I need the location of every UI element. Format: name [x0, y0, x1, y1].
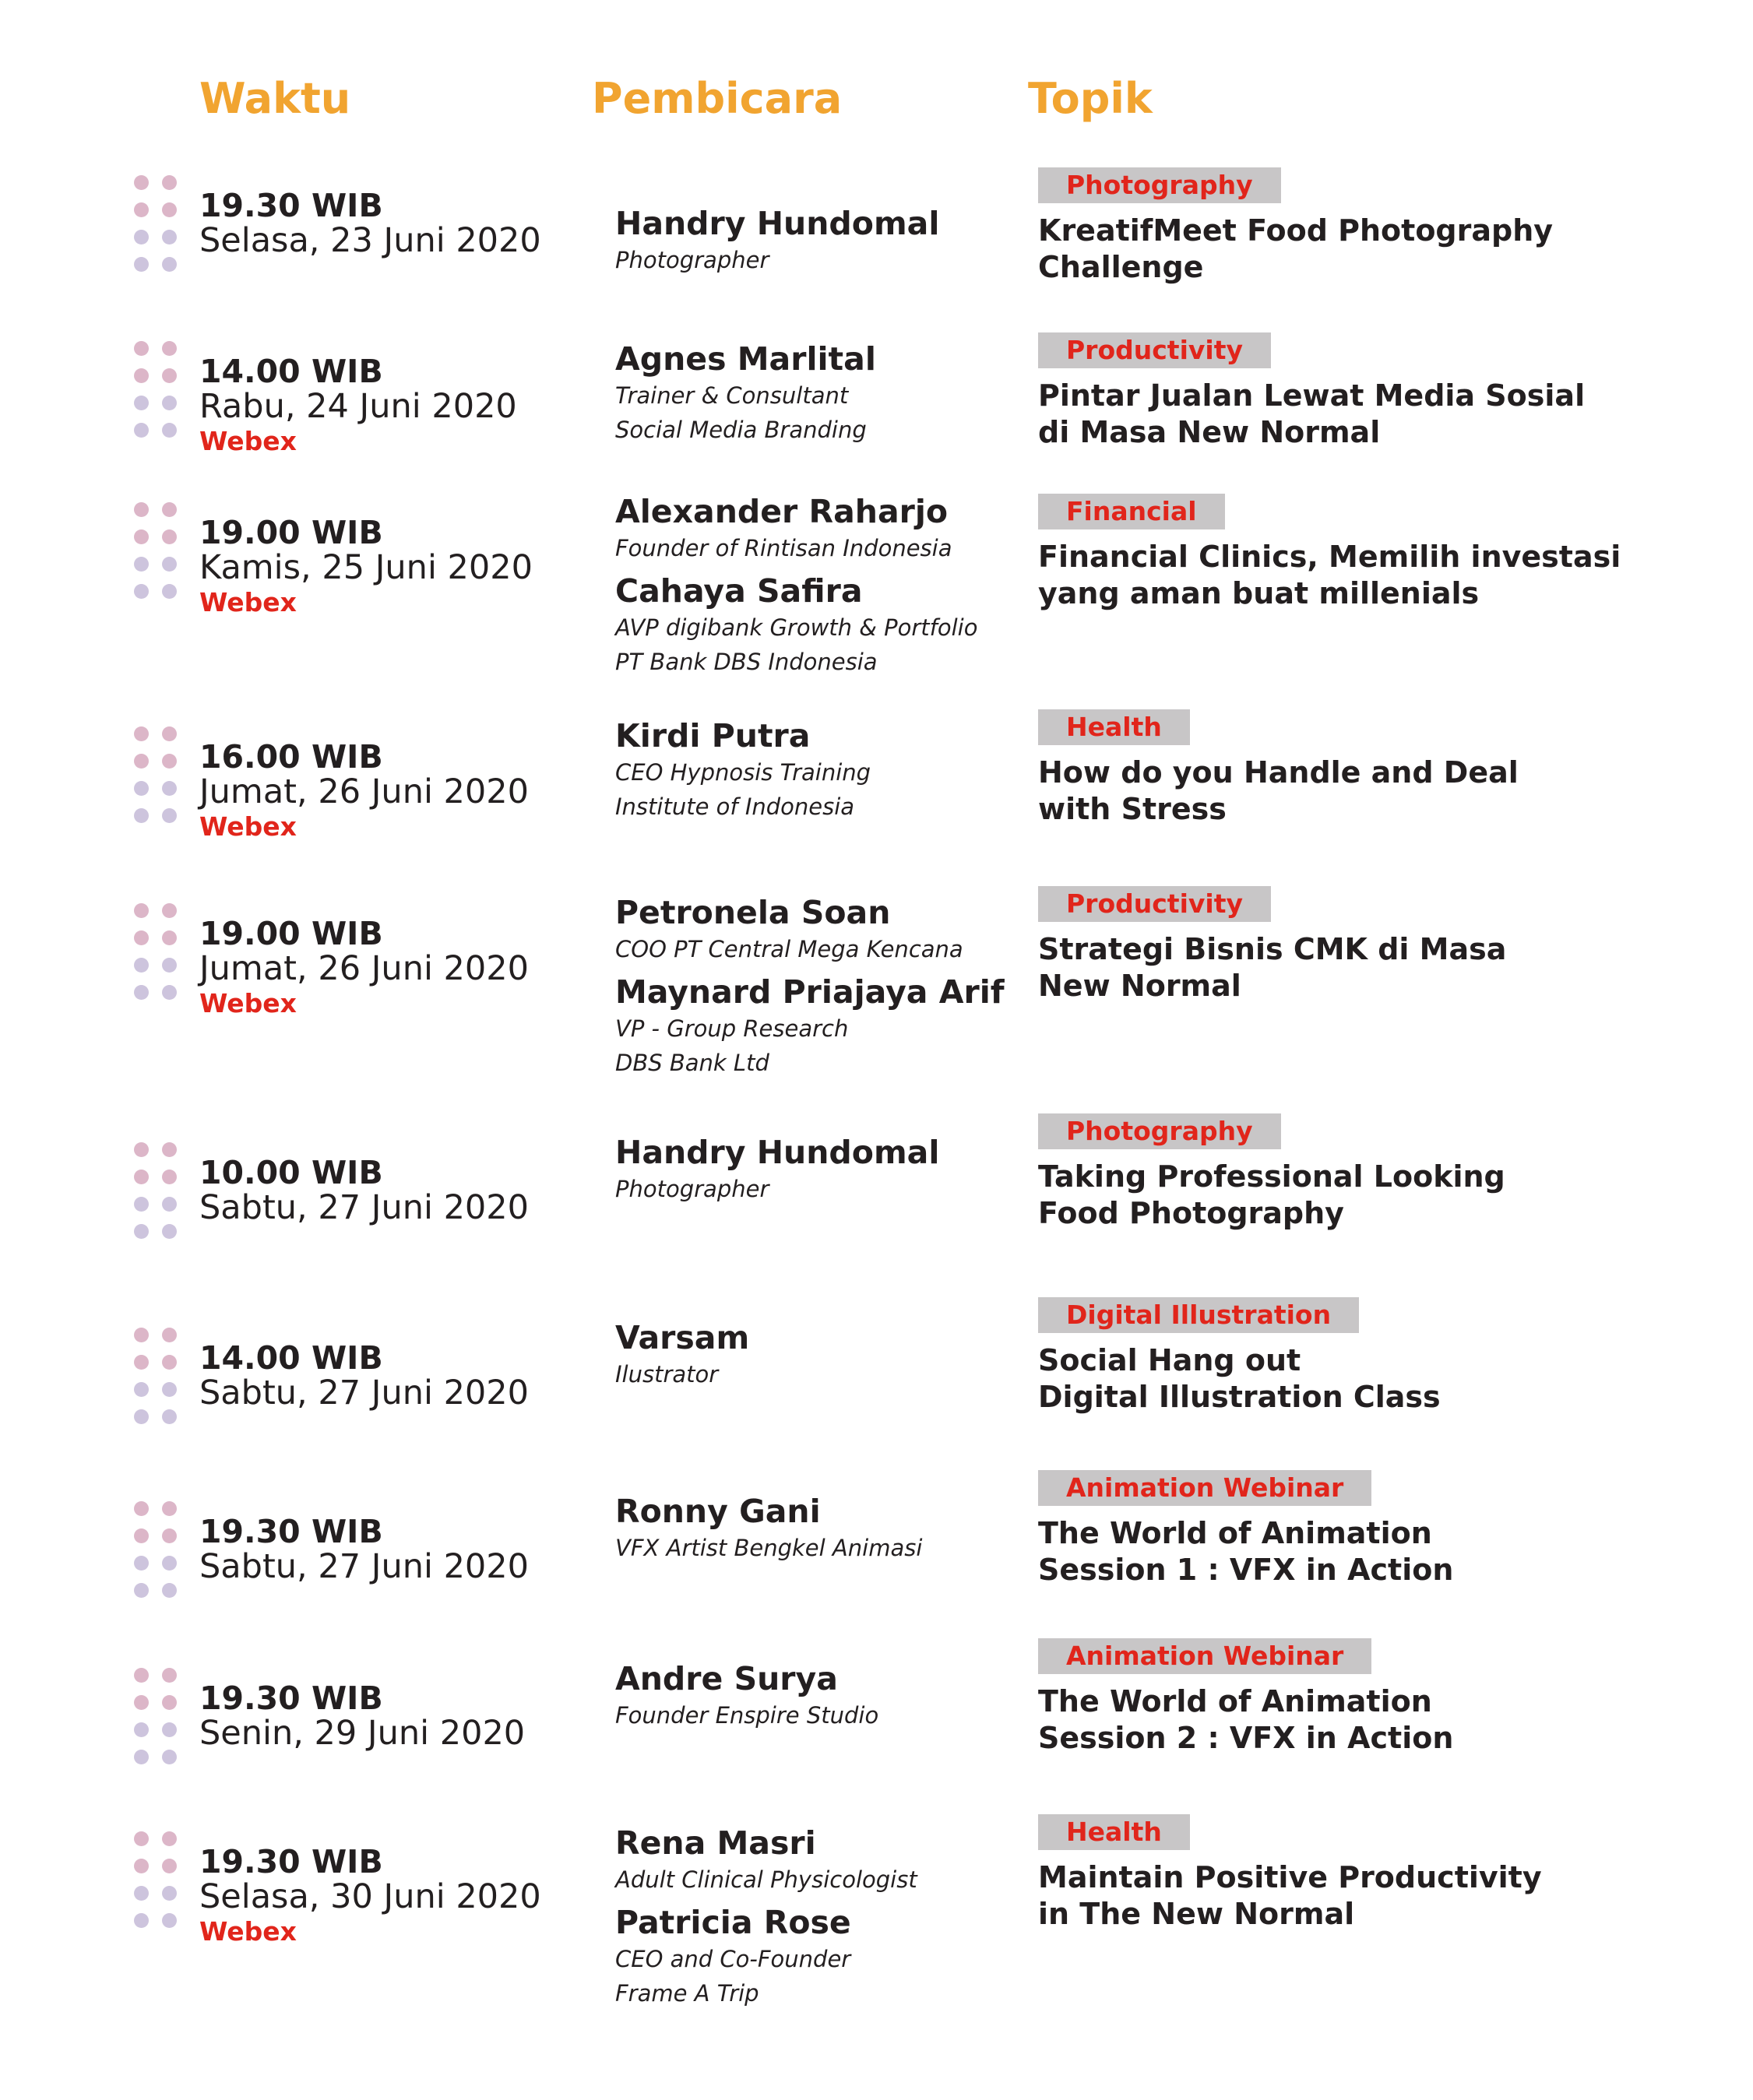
speaker [615, 716, 871, 824]
speaker-role: Institute of Indonesia [615, 793, 855, 820]
session-time: 14.00 WIB [199, 353, 383, 390]
session-platform: Webex [199, 426, 297, 456]
speaker [615, 973, 1005, 1080]
dot [162, 202, 177, 217]
speaker-role: Photographer [615, 247, 769, 273]
dot [134, 930, 149, 945]
topic-category-tag: Health [1038, 709, 1190, 745]
speaker-role: Founder of Rintisan Indonesia [615, 535, 952, 561]
session-time: 19.30 WIB [199, 1513, 383, 1550]
speaker [615, 492, 977, 565]
speaker-name: Kirdi Putra [615, 717, 811, 755]
topic-title: The World of Animation Session 1 : VFX in Action [1038, 1516, 1454, 1587]
dot [134, 175, 149, 190]
dot [134, 1668, 149, 1683]
dot [134, 726, 149, 741]
speaker-list [615, 1133, 939, 1212]
session-date: Jumat, 26 Juni 2020 [199, 772, 529, 811]
dot [134, 1355, 149, 1370]
speaker-name: Andre Surya [615, 1660, 838, 1697]
speaker-list [615, 893, 1005, 1086]
dot [134, 1722, 149, 1737]
dot [162, 930, 177, 945]
dot [162, 1328, 177, 1342]
session-time-block [199, 354, 517, 459]
session-time-block [199, 1845, 541, 1949]
speaker-name: Maynard Priajaya Arif [615, 973, 1005, 1011]
speaker-role: Adult Clinical Physicologist [615, 1866, 917, 1893]
session-time: 14.00 WIB [199, 1339, 383, 1377]
speaker-role: Ilustrator [615, 1361, 719, 1388]
topic-category-tag: Digital Illustration [1038, 1297, 1359, 1333]
dot [134, 1583, 149, 1598]
dot [134, 529, 149, 544]
speaker-role: Founder Enspire Studio [615, 1702, 879, 1729]
dot [162, 1583, 177, 1598]
dot [134, 808, 149, 823]
session-time-block [199, 1514, 529, 1585]
dot [162, 368, 177, 383]
topic-title: How do you Handle and Deal with Stress [1038, 755, 1519, 826]
speaker [615, 1492, 922, 1565]
dot [162, 1224, 177, 1239]
session-date: Selasa, 23 Juni 2020 [199, 221, 541, 260]
dot [134, 1328, 149, 1342]
dot [134, 1409, 149, 1424]
speaker-name: Cahaya Safira [615, 572, 863, 610]
speaker-list [615, 716, 871, 830]
dot [162, 958, 177, 973]
dot [162, 529, 177, 544]
dot [134, 557, 149, 572]
dot [162, 1197, 177, 1212]
dot [134, 1170, 149, 1184]
dot [134, 1382, 149, 1397]
topic-block [1038, 1814, 1542, 1933]
speaker-role: Social Media Branding [615, 417, 867, 443]
dot [162, 1409, 177, 1424]
topic-title: Pintar Jualan Lewat Media Sosial di Masa New Normal [1038, 378, 1586, 449]
session-platform: Webex [199, 811, 297, 842]
topic-block [1038, 167, 1553, 286]
session-time: 10.00 WIB [199, 1154, 383, 1191]
session-time-block [199, 515, 533, 620]
dot [134, 1501, 149, 1516]
dot [162, 1142, 177, 1157]
dot [162, 1382, 177, 1397]
topic-category-tag: Financial [1038, 494, 1225, 529]
dot [162, 341, 177, 356]
dot [134, 423, 149, 438]
session-time: 19.00 WIB [199, 514, 383, 551]
dot [134, 1886, 149, 1901]
dot [134, 1831, 149, 1846]
speaker [615, 204, 939, 277]
session-platform: Webex [199, 587, 297, 617]
topic-block [1038, 1113, 1505, 1232]
dot [134, 257, 149, 272]
header-waktu: Waktu [199, 74, 351, 123]
topic-title: Strategi Bisnis CMK di Masa New Normal [1038, 932, 1507, 1003]
dot [162, 754, 177, 769]
session-time: 19.30 WIB [199, 1843, 383, 1880]
session-time: 16.00 WIB [199, 738, 383, 776]
speaker-list [615, 1824, 917, 2017]
topic-title: Maintain Positive Productivity in The New Normal [1038, 1860, 1542, 1931]
dot [134, 396, 149, 410]
speaker-role: CEO Hypnosis Training [615, 759, 871, 786]
speaker-role: DBS Bank Ltd [615, 1050, 769, 1076]
dot [134, 230, 149, 244]
speaker [615, 572, 977, 679]
dot [162, 396, 177, 410]
dot [162, 1831, 177, 1846]
dot [134, 985, 149, 1000]
topic-block [1038, 1638, 1453, 1757]
dot [134, 1528, 149, 1543]
topic-block [1038, 1470, 1453, 1588]
header-topik: Topik [1028, 74, 1153, 123]
session-date: Sabtu, 27 Juni 2020 [199, 1547, 530, 1586]
dot [162, 557, 177, 572]
topic-category-tag: Productivity [1038, 332, 1271, 368]
speaker-role: VFX Artist Bengkel Animasi [615, 1535, 923, 1561]
dot [134, 1556, 149, 1571]
session-date: Jumat, 26 Juni 2020 [199, 949, 529, 988]
session-time-block [199, 188, 541, 259]
dot [134, 1913, 149, 1928]
topic-block [1038, 494, 1621, 612]
speaker [615, 1659, 878, 1732]
dot [134, 781, 149, 796]
dot [134, 1695, 149, 1710]
speaker-list [615, 1659, 878, 1739]
dot [134, 1750, 149, 1764]
speaker-list [615, 1318, 749, 1398]
dot [134, 1197, 149, 1212]
speaker-name: Handry Hundomal [615, 1134, 940, 1171]
session-date: Kamis, 25 Juni 2020 [199, 548, 533, 587]
session-time-block [199, 1681, 525, 1751]
topic-title: Taking Professional Looking Food Photography [1038, 1159, 1505, 1230]
dot [162, 903, 177, 918]
session-date: Rabu, 24 Juni 2020 [199, 387, 517, 426]
session-date: Selasa, 30 Juni 2020 [199, 1877, 541, 1916]
topic-title: Social Hang out Digital Illustration Class [1038, 1343, 1441, 1414]
speaker [615, 339, 876, 447]
speaker-role: VP - Group Research [615, 1015, 849, 1042]
speaker-list [615, 339, 876, 453]
dot [134, 958, 149, 973]
dot [162, 985, 177, 1000]
dot [162, 257, 177, 272]
dot [162, 502, 177, 517]
session-date: Senin, 29 Juni 2020 [199, 1714, 526, 1753]
dot [162, 1501, 177, 1516]
dot [134, 584, 149, 599]
dot [162, 1859, 177, 1873]
dot [162, 1722, 177, 1737]
session-time: 19.30 WIB [199, 187, 383, 224]
dot [134, 502, 149, 517]
dot [162, 726, 177, 741]
speaker [615, 893, 1005, 966]
speaker [615, 1133, 939, 1206]
topic-block [1038, 1297, 1441, 1416]
dot [162, 1750, 177, 1764]
topic-category-tag: Productivity [1038, 886, 1271, 922]
topic-title: The World of Animation Session 2 : VFX in Action [1038, 1684, 1454, 1755]
session-platform: Webex [199, 1916, 297, 1947]
session-time-block [199, 740, 529, 844]
dot [162, 1913, 177, 1928]
speaker-role: AVP digibank Growth & Portfolio [615, 614, 978, 641]
dot [162, 1556, 177, 1571]
speaker-role: Photographer [615, 1176, 769, 1202]
dot [162, 230, 177, 244]
session-time-block [199, 916, 529, 1021]
topic-category-tag: Health [1038, 1814, 1190, 1850]
session-time-block [199, 1341, 529, 1411]
dot [134, 341, 149, 356]
speaker-role: Trainer & Consultant [615, 382, 849, 409]
dot [134, 1224, 149, 1239]
speaker-name: Ronny Gani [615, 1493, 821, 1530]
speaker-list [615, 492, 977, 685]
dot [162, 1668, 177, 1683]
dot [134, 202, 149, 217]
speaker-role: Frame A Trip [615, 1980, 759, 2007]
dot [134, 368, 149, 383]
dot [162, 781, 177, 796]
topic-block [1038, 332, 1585, 451]
dot [162, 1886, 177, 1901]
dot [162, 1528, 177, 1543]
speaker-list [615, 1492, 922, 1571]
topic-title: KreatifMeet Food Photography Challenge [1038, 213, 1554, 284]
speaker [615, 1903, 917, 2010]
speaker-role: CEO and Co-Founder [615, 1946, 851, 1972]
dot [162, 808, 177, 823]
speaker-name: Varsam [615, 1319, 750, 1356]
session-date: Sabtu, 27 Juni 2020 [199, 1188, 530, 1227]
dot [162, 584, 177, 599]
speaker-list [615, 204, 939, 283]
dot [134, 754, 149, 769]
topic-category-tag: Photography [1038, 1113, 1281, 1149]
speaker-name: Patricia Rose [615, 1904, 851, 1941]
speaker-role: PT Bank DBS Indonesia [615, 649, 878, 675]
session-platform: Webex [199, 988, 297, 1018]
speaker-name: Rena Masri [615, 1824, 816, 1862]
dot [162, 175, 177, 190]
speaker-name: Alexander Raharjo [615, 493, 949, 530]
topic-category-tag: Photography [1038, 167, 1281, 203]
dot [134, 903, 149, 918]
session-time: 19.30 WIB [199, 1680, 383, 1717]
topic-block [1038, 886, 1506, 1004]
topic-block [1038, 709, 1519, 828]
dot [134, 1859, 149, 1873]
speaker-name: Handry Hundomal [615, 205, 940, 242]
speaker-role: COO PT Central Mega Kencana [615, 936, 963, 962]
speaker-name: Agnes Marlital [615, 340, 876, 378]
session-time-block [199, 1156, 529, 1226]
dot [162, 423, 177, 438]
dot [134, 1142, 149, 1157]
dot [162, 1170, 177, 1184]
speaker [615, 1824, 917, 1897]
header-pembicara: Pembicara [592, 74, 843, 123]
speaker [615, 1318, 749, 1391]
session-time: 19.00 WIB [199, 915, 383, 952]
topic-title: Financial Clinics, Memilih investasi yang aman buat millenials [1038, 540, 1621, 610]
speaker-name: Petronela Soan [615, 894, 891, 931]
dot [162, 1355, 177, 1370]
session-date: Sabtu, 27 Juni 2020 [199, 1374, 530, 1412]
topic-category-tag: Animation Webinar [1038, 1470, 1371, 1506]
dot [162, 1695, 177, 1710]
topic-category-tag: Animation Webinar [1038, 1638, 1371, 1674]
